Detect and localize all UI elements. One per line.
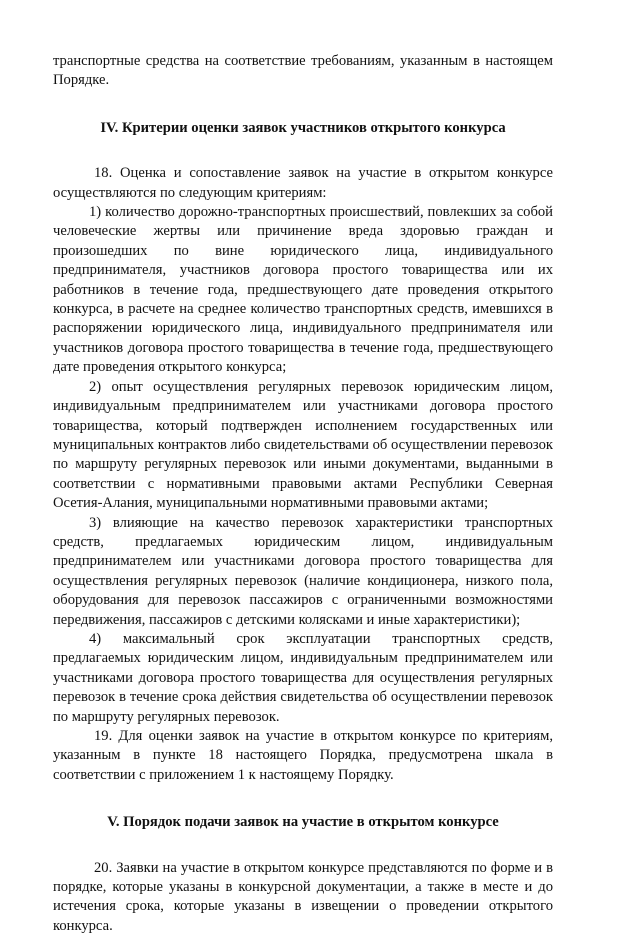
section-5-heading: V. Порядок подачи заявок на участие в открытом конкурсе: [107, 814, 499, 831]
intro-paragraph: транспортные средства на соответствие требованиям, указанным в настоящем Порядке.: [53, 53, 553, 89]
criterion-1: 1) количество дорожно-транспортных происшествий, повлекших за собой человеческие жертвы или причинение вреда здоровью граждан и произошедших по вине юридического лица, индивидуального предпринимателя, участников договора простого товарищества или их работников в течение года, предшествующего дате проведения открытого конкурса, в расчете на среднее количество транспортных средств, имевшихся в распоряжении юридического лица, индивидуального предпринимателя или участников договора простого товарищества в течение года, предшествующего дате проведения открытого конкурса;: [53, 204, 553, 376]
criterion-4: 4) максимальный срок эксплуатации транспортных средств, предлагаемых юридическим лицом, индивидуальным предпринимателем или участниками договора простого товарищества для осуществления регулярных перевозок в течение срока действия свидетельства об осуществлении перевозок по маршруту регулярных перевозок.: [53, 630, 553, 725]
criterion-3: 3) влияющие на качество перевозок характеристики транспортных средств, предлагаемых юридическим лицом, индивидуальным предпринимателем или участниками договора простого товарищества для осуществления регулярных перевозок (наличие кондиционера, низкого пола, оборудования для перевозок пассажиров с ограниченными возможностями передвижения, пассажиров с детскими колясками и иные характеристики);: [53, 514, 553, 628]
document-page: [53, 52, 553, 936]
criterion-2: 2) опыт осуществления регулярных перевозок юридическим лицом, индивидуальным предпринимателем или участниками договора простого товарищества, который подтвержден исполнением государственных или муниципальных контрактов либо свидетельствами об осуществлении перевозок по маршруту регулярных перевозок или иными документами, выданными в соответствии с нормативными правовыми актами Республики Северная Осетия-Алания, муниципальными нормативными правовыми актами;: [53, 378, 553, 512]
paragraph-19: 19. Для оценки заявок на участие в открытом конкурсе по критериям, указанным в пункте 18 настоящего Порядка, предусмотрена шкала в соответствии с приложением 1 к настоящему Порядку.: [53, 728, 553, 783]
paragraph-20: 20. Заявки на участие в открытом конкурсе представляются по форме и в порядке, которые указаны в конкурсной документации, а также в месте и до истечения срока, которые указаны в извещении о проведении открытого конкурса.: [53, 859, 553, 934]
paragraph-18: 18. Оценка и сопоставление заявок на участие в открытом конкурсе осуществляются по следующим критериям:: [53, 165, 553, 201]
section-4-heading: IV. Критерии оценки заявок участников открытого конкурса: [100, 119, 506, 136]
